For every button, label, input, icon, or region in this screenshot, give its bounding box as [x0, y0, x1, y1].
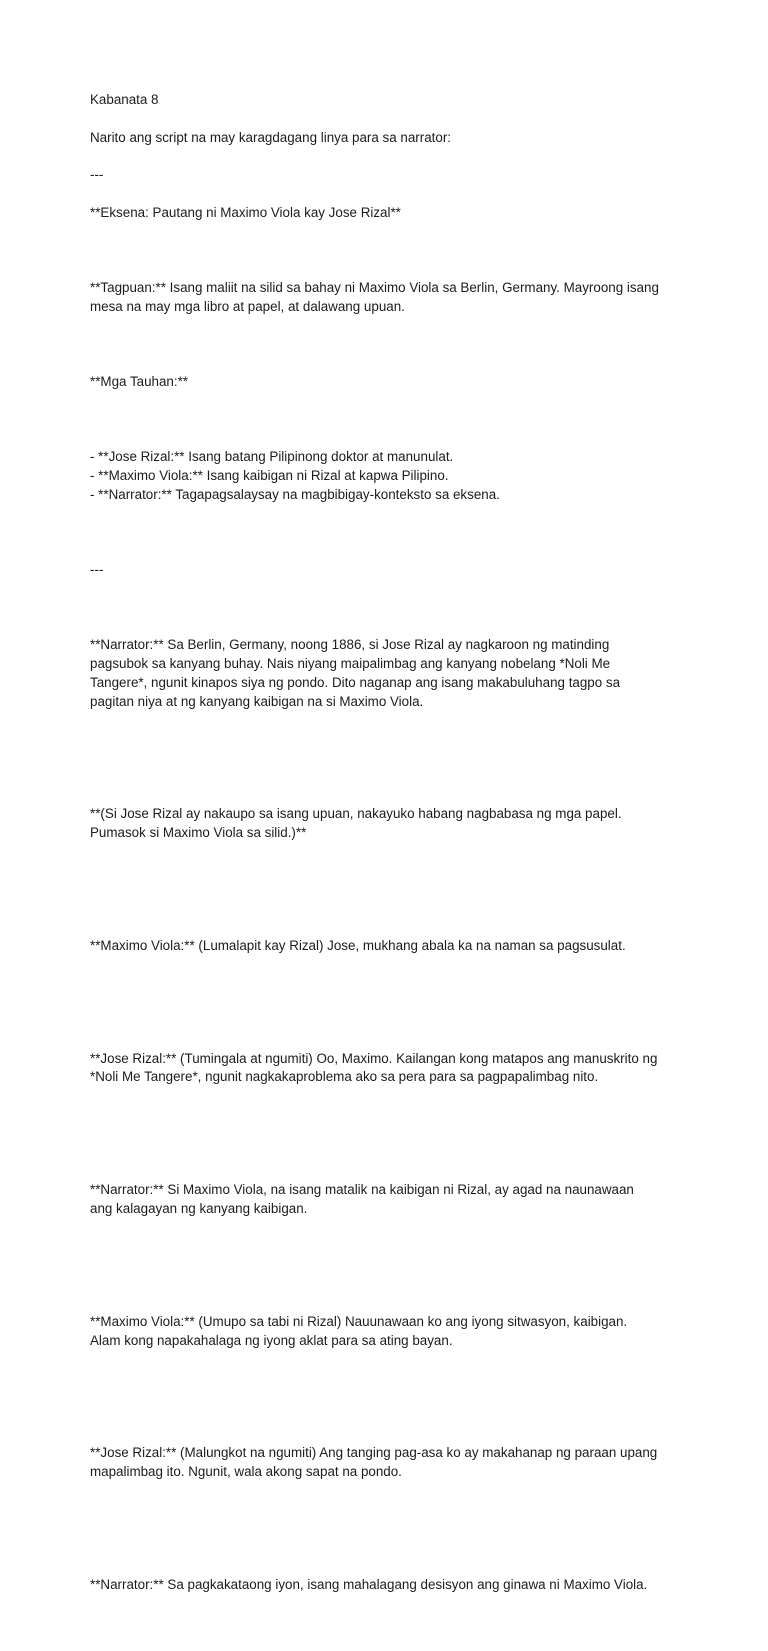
text-line: mesa na may mga libro at papel, at dalawang upuan. — [90, 298, 405, 314]
text-line: **(Si Jose Rizal ay nakaupo sa isang upuan, nakayuko habang nagbabasa ng mga papel. — [90, 806, 622, 822]
divider-1: --- — [90, 167, 104, 183]
chapter-heading: Kabanata 8 — [90, 92, 159, 107]
viola-line-2 — [90, 1275, 690, 1388]
text-line: *Noli Me Tangere*, ngunit nagkakaproblema ako sa pera para sa pagpapalimbag nito. — [90, 1069, 599, 1085]
intro-paragraph: Narito ang script na may karagdagang linya para sa narrator: — [90, 129, 451, 145]
text-line: **Tagpuan:** Isang maliit na silid sa bahay ni Maximo Viola sa Berlin, Germany. Mayroong isang — [90, 279, 659, 295]
character-item: - **Maximo Viola:** Isang kaibigan ni Rizal at kapwa Pilipino. — [90, 467, 449, 483]
text-line: **Maximo Viola:** (Umupo sa tabi ni Rizal) Nauunawaan ko ang iyong sitwasyon, kaibigan. — [90, 1313, 628, 1329]
text-line: mapalimbag ito. Ngunit, wala akong sapat na pondo. — [90, 1464, 402, 1480]
rizal-line-1 — [90, 1012, 690, 1125]
narrator-paragraph-2 — [90, 1144, 690, 1257]
text-line: pagitan niya at ng kanyang kaibigan na si Maximo Viola. — [90, 693, 424, 709]
characters-heading: **Mga Tauhan:** — [90, 373, 189, 389]
text-line: Alam kong napakahalaga ng iyong aklat para sa ating bayan. — [90, 1332, 453, 1348]
setting-paragraph — [90, 241, 690, 354]
text-line: Tangere*, ngunit kinapos siya ng pondo. Dito naganap ang isang makabuluhang tagpo sa — [90, 674, 621, 690]
text-line: **Jose Rizal:** (Tumingala at ngumiti) Oo, Maximo. Kailangan kong matapos ang manuskrito ng — [90, 1050, 658, 1066]
text-line: **Narrator:** Si Maximo Viola, na isang matalik na kaibigan ni Rizal, ay agad na naunawaan — [90, 1182, 634, 1198]
text-line: **Jose Rizal:** (Malungkot na ngumiti) Ang tanging pag-asa ko ay makahanap ng paraan upang — [90, 1445, 658, 1461]
narrator-paragraph-3 — [90, 1538, 690, 1632]
narrator-paragraph-1 — [90, 599, 690, 749]
stage-direction — [90, 768, 690, 881]
character-item: - **Jose Rizal:** Isang batang Pilipinong doktor at manunulat. — [90, 449, 454, 465]
text-line: **Maximo Viola:** (Lumalapit kay Rizal) Jose, mukhang abala ka na naman sa pagsusulat. — [90, 937, 626, 953]
scene-title: **Eksena: Pautang ni Maximo Viola kay Jose Rizal** — [90, 204, 401, 220]
text-line: ang kalagayan ng kanyang kaibigan. — [90, 1201, 308, 1217]
characters-list — [90, 411, 690, 543]
text-line: Pumasok si Maximo Viola sa silid.)** — [90, 825, 307, 841]
text-line: **Narrator:** Sa pagkakataong iyon, isang mahalagang desisyon ang ginawa ni Maximo Viola. — [90, 1576, 648, 1592]
divider-2: --- — [90, 561, 104, 577]
text-line: **Narrator:** Sa Berlin, Germany, noong 1886, si Jose Rizal ay nagkaroon ng matinding — [90, 637, 610, 653]
character-item: - **Narrator:** Tagapagsalaysay na magbibigay-konteksto sa eksena. — [90, 486, 500, 502]
text-line: pagsubok sa kanyang buhay. Nais niyang maipalimbag ang kanyang nobelang *Noli Me — [90, 655, 611, 671]
viola-line-1 — [90, 899, 690, 993]
rizal-line-2 — [90, 1407, 690, 1520]
document-body — [90, 91, 690, 1651]
